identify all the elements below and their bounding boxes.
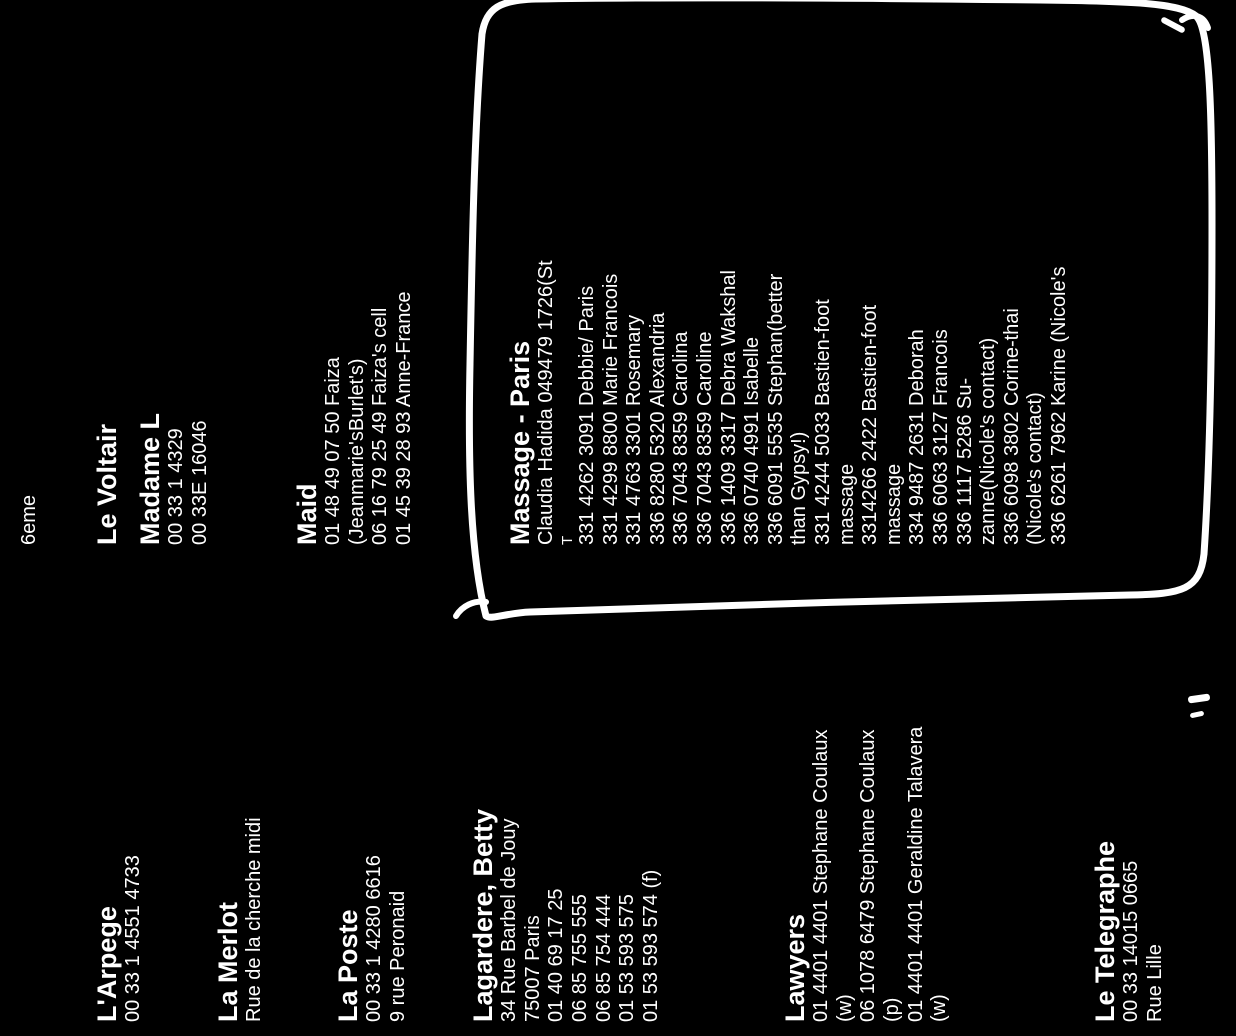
entry-lawyers <box>780 727 952 1022</box>
entry-massage-paris-line-1: T <box>558 535 576 545</box>
entry-massage-paris-line-5: 336 8280 5320 Alexandria <box>646 312 669 545</box>
entry-massage-paris-line-11: than Gypsy!) <box>788 431 811 545</box>
entry-maid-heading: Maid <box>292 483 322 545</box>
entry-lawyers-line-2: 06 1078 6479 Stephane Coulaux <box>857 729 880 1022</box>
entry-massage-paris-line-17: 336 6063 3127 Francois <box>929 329 952 545</box>
entry-lagardere-line-3: 06 85 755 555 <box>569 894 592 1022</box>
entry-la-merlot-heading: La Merlot <box>213 901 243 1022</box>
entry-lagardere-line-5: 01 53 593 575 <box>616 894 639 1022</box>
entry-6eme-heading: 6eme <box>18 494 40 545</box>
entry-massage-paris-line-9: 336 0740 4991 Isabelle <box>741 337 764 545</box>
entry-massage-paris-line-16: 334 9487 2631 Deborah <box>906 329 929 545</box>
pen-mark-right-lower <box>1190 711 1205 719</box>
entry-madame-l-line-0: 00 33 1 4329 <box>165 428 188 545</box>
entry-la-merlot-line-0: Rue de la cherche midi <box>243 817 266 1022</box>
entry-lagardere-line-0: 34 Rue Barbel de Jouy <box>498 818 521 1022</box>
entry-massage-paris-line-22: 336 6261 7962 Karine (Nicole's <box>1047 266 1070 545</box>
entry-madame-l <box>135 413 212 545</box>
entry-massage-paris-line-19: zanne(Nicole's contact) <box>977 337 1000 545</box>
entry-massage-paris-heading: Massage - Paris <box>505 340 535 545</box>
entry-lagardere-line-1: 75007 Paris <box>521 915 544 1022</box>
entry-maid-line-3: 01 45 39 28 93 Anne-France <box>393 291 416 545</box>
entry-6eme <box>18 495 42 545</box>
entry-massage-paris-line-7: 336 7043 8359 Caroline <box>694 331 717 545</box>
entry-massage-paris-line-2: 331 4262 3091 Debbie/ Paris <box>576 285 599 545</box>
entry-lawyers-line-3: (p) <box>881 997 904 1022</box>
entry-massage-paris-line-8: 336 1409 3317 Debra Wakshal <box>717 270 740 545</box>
entry-massage-paris-line-0: Claudia Hadida 049479 1726(St <box>535 260 558 545</box>
entry-maid-line-2: 06 16 79 25 49 Faiza's cell <box>369 307 392 545</box>
entry-massage-paris-line-10: 336 6091 5535 Stephan(better <box>764 273 787 545</box>
pen-mark-right <box>1188 694 1211 704</box>
entry-lagardere-line-2: 01 40 69 17 25 <box>545 888 568 1022</box>
entry-massage-paris-line-21: (Nicole's contact) <box>1024 392 1047 545</box>
entry-la-poste-line-0: 00 33 1 4280 6616 <box>363 855 386 1022</box>
entry-massage-paris <box>505 260 1072 545</box>
entry-madame-l-heading: Madame L <box>135 412 165 545</box>
entry-le-voltair-heading: Le Voltair <box>92 423 122 545</box>
entry-maid-line-1: (Jeanmarie'sBurlet's) <box>345 358 368 545</box>
entry-le-telegraphe <box>1090 841 1167 1022</box>
entry-le-telegraphe-line-1: Rue Lille <box>1143 944 1166 1022</box>
entry-lawyers-line-5: (w) <box>928 994 951 1022</box>
entry-maid <box>292 291 417 545</box>
entry-massage-paris-line-15: massage <box>882 463 905 545</box>
entry-lagardere-line-4: 06 85 754 444 <box>592 894 615 1022</box>
entry-lagardere-line-6: 01 53 593 574 (f) <box>639 869 662 1022</box>
entry-massage-paris-line-18: 336 1117 5286 Su- <box>953 377 976 545</box>
entry-le-telegraphe-heading: Le Telegraphe <box>1090 840 1120 1022</box>
entry-massage-paris-line-14: 3314266 2422 Bastien-foot <box>859 304 882 545</box>
entry-lawyers-line-4: 01 4401 4401 Geraldine Talavera <box>904 726 927 1022</box>
entry-larpege-line-0: 00 33 1 4551 4733 <box>122 855 145 1022</box>
entry-madame-l-line-1: 00 33E 16046 <box>188 420 211 545</box>
entry-la-merlot <box>213 817 267 1022</box>
entry-le-telegraphe-line-0: 00 33 14015 0665 <box>1120 860 1143 1022</box>
entry-la-poste-heading: La Poste <box>333 909 363 1022</box>
entry-massage-paris-line-4: 331 4763 3301 Rosemary <box>623 314 646 545</box>
entry-larpege <box>92 855 146 1022</box>
entry-massage-paris-line-3: 331 4299 8800 Marie Francois <box>599 273 622 545</box>
entry-massage-paris-line-6: 336 7043 8359 Carolina <box>670 331 693 545</box>
entry-la-poste-line-1: 9 rue Peronaid <box>386 890 409 1022</box>
entry-lawyers-line-0: 01 4401 4401 Stephane Coulaux <box>810 729 833 1022</box>
entry-lawyers-heading: Lawyers <box>780 913 810 1022</box>
entry-lagardere-betty <box>468 809 663 1022</box>
entry-massage-paris-line-12: 331 4244 5033 Bastien-foot <box>812 299 835 545</box>
entry-la-poste <box>333 855 410 1022</box>
entry-larpege-heading: L'Arpege <box>92 906 122 1022</box>
pen-mark-top-right <box>1160 16 1186 34</box>
entry-massage-paris-line-13: massage <box>835 463 858 545</box>
entry-lawyers-line-1: (w) <box>833 994 856 1022</box>
entry-maid-line-0: 01 48 49 07 50 Faiza <box>322 357 345 545</box>
entry-massage-paris-line-20: 336 6098 3802 Corine-thai <box>1000 308 1023 545</box>
entry-le-voltair <box>92 424 122 545</box>
entry-lagardere-heading: Lagardere, Betty <box>468 808 498 1022</box>
